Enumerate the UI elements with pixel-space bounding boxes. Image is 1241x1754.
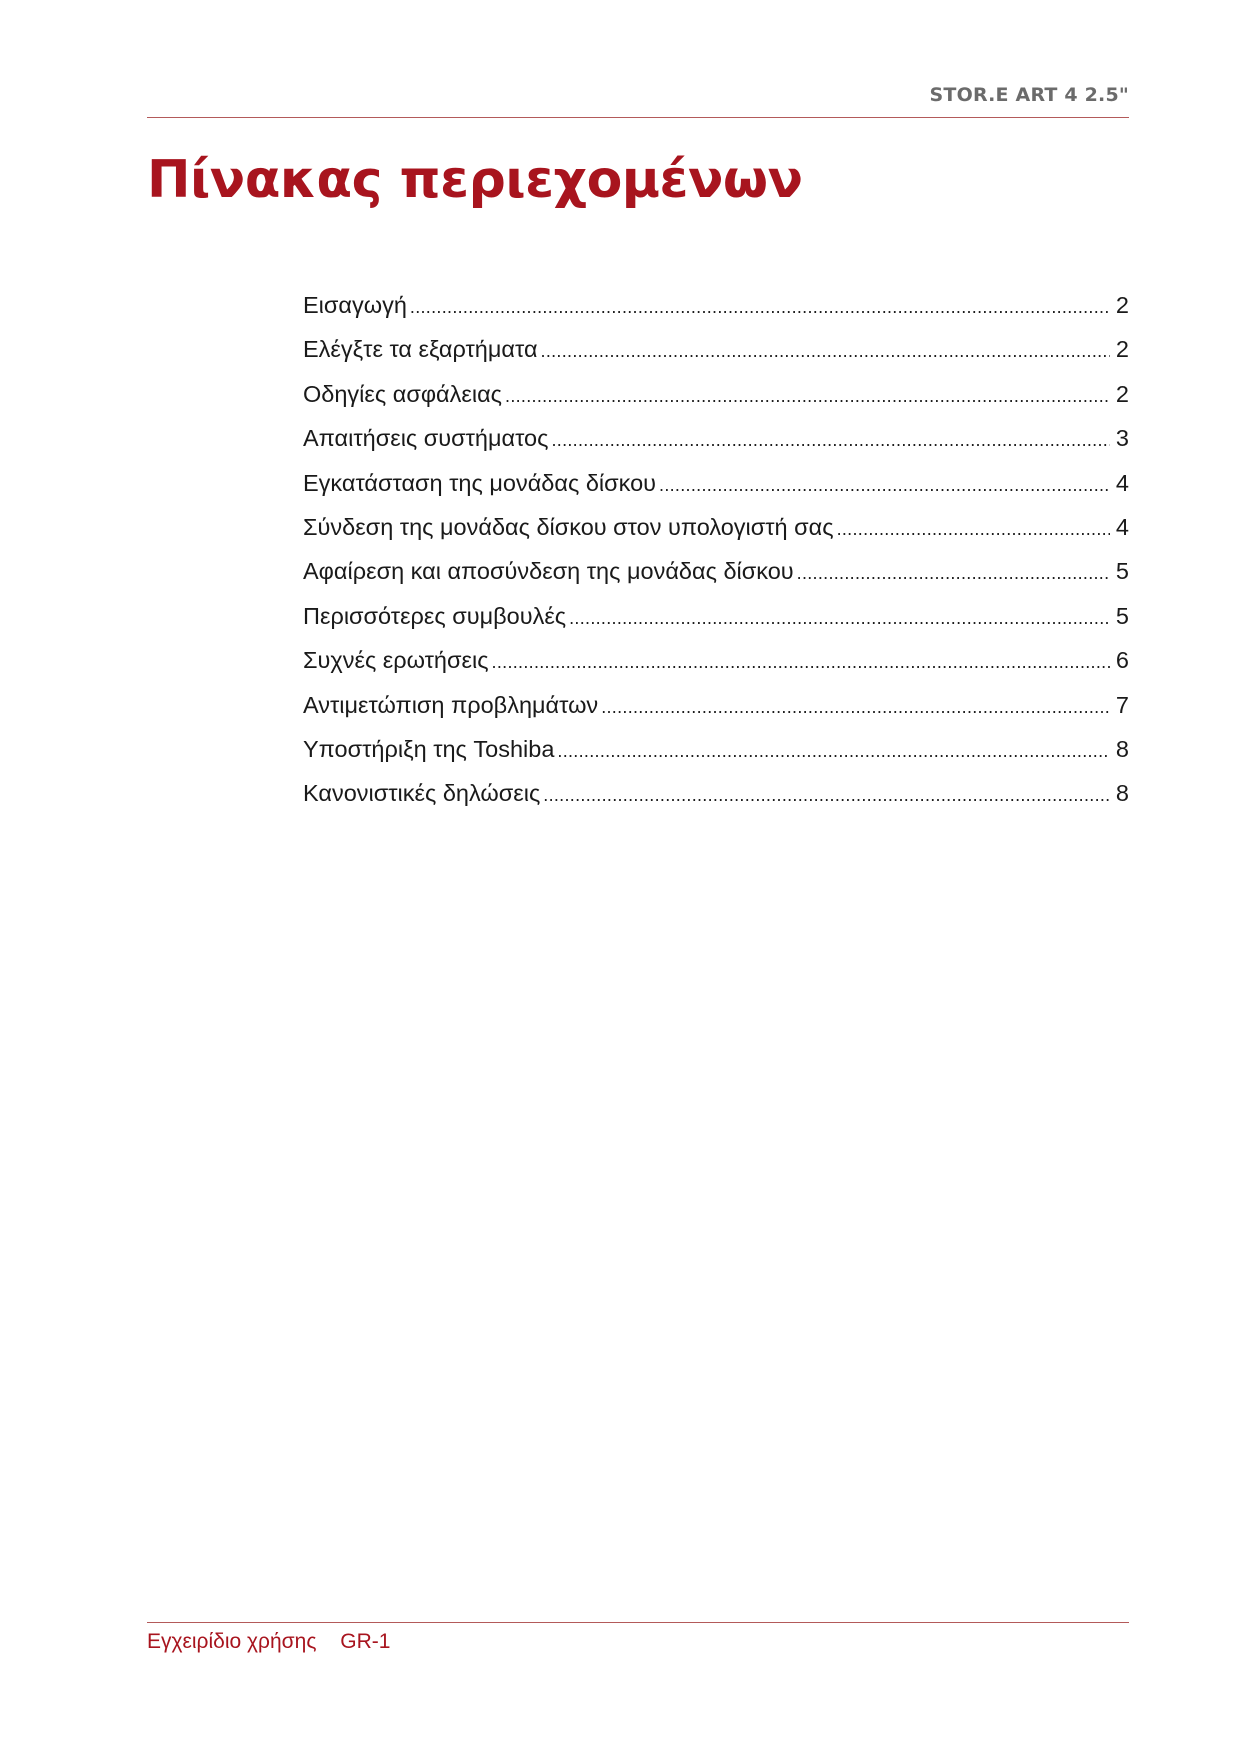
toc-dot-leader (601, 697, 1110, 718)
toc-entry-title: Περισσότερες συμβουλές (303, 602, 567, 629)
toc-entry-title: Αντιμετώπιση προβλημάτων (303, 691, 599, 718)
toc-entry-title: Ελέγξτε τα εξαρτήματα (303, 336, 538, 363)
toc-entry[interactable] (303, 292, 1129, 336)
toc-entry-page: 2 (1115, 336, 1129, 363)
toc-dot-leader (797, 563, 1110, 584)
footer-page-number: GR-1 (340, 1630, 391, 1653)
toc-entry-page: 2 (1115, 292, 1129, 318)
toc-entry-page: 6 (1115, 647, 1129, 674)
toc-entry-title: Εγκατάσταση της μονάδας δίσκου (303, 469, 657, 496)
toc-dot-leader (410, 297, 1110, 318)
toc-entry-page: 2 (1115, 380, 1129, 407)
toc-dot-leader (659, 475, 1110, 496)
toc-entry-title: Σύνδεση της μονάδας δίσκου στον υπολογιστή σας (303, 513, 834, 540)
toc-entry-title: Απαιτήσεις συστήματος (303, 425, 549, 452)
toc-dot-leader (551, 430, 1109, 451)
toc-entry-title: Εισαγωγή (303, 292, 407, 318)
toc-entry[interactable] (303, 425, 1129, 469)
toc-entry[interactable] (303, 514, 1129, 558)
toc-entry-page: 3 (1115, 425, 1129, 452)
toc-dot-leader (492, 652, 1110, 673)
header-divider (147, 117, 1129, 118)
toc-entry[interactable] (303, 336, 1129, 380)
toc-entry-title: Υποστήριξη της Toshiba (303, 735, 555, 762)
toc-entry-page: 5 (1115, 558, 1129, 585)
toc-entry-title: Συχνές ερωτήσεις (303, 647, 489, 674)
toc-entry-title: Κανονιστικές δηλώσεις (303, 780, 541, 807)
page-footer (147, 1630, 390, 1654)
toc-dot-leader (505, 386, 1110, 407)
toc-entry-page: 8 (1115, 780, 1129, 807)
toc-entry[interactable] (303, 647, 1129, 691)
toc-entry-title: Αφαίρεση και αποσύνδεση της μονάδας δίσκου (303, 558, 794, 585)
toc-entry-page: 4 (1115, 513, 1129, 540)
toc-entry[interactable] (303, 692, 1129, 736)
toc-entry[interactable] (303, 780, 1129, 824)
table-of-contents (303, 292, 1129, 825)
toc-entry-title: Οδηγίες ασφάλειας (303, 380, 503, 407)
toc-entry-page: 7 (1115, 691, 1129, 718)
toc-entry[interactable] (303, 470, 1129, 514)
toc-entry[interactable] (303, 558, 1129, 602)
product-header: STOR.E ART 4 2.5" (929, 84, 1129, 106)
footer-manual-label: Εγχειρίδιο χρήσης (147, 1630, 317, 1653)
toc-entry-page: 5 (1115, 602, 1129, 629)
toc-entry[interactable] (303, 381, 1129, 425)
toc-entry[interactable] (303, 736, 1129, 780)
toc-dot-leader (543, 785, 1110, 806)
footer-divider (147, 1622, 1129, 1623)
toc-dot-leader (837, 519, 1110, 540)
toc-dot-leader (541, 341, 1110, 362)
toc-dot-leader (569, 608, 1110, 629)
page-title: Πίνακας περιεχομένων (147, 150, 803, 210)
toc-dot-leader (557, 741, 1110, 762)
toc-entry-page: 4 (1115, 469, 1129, 496)
toc-entry-page: 8 (1115, 735, 1129, 762)
toc-entry[interactable] (303, 603, 1129, 647)
